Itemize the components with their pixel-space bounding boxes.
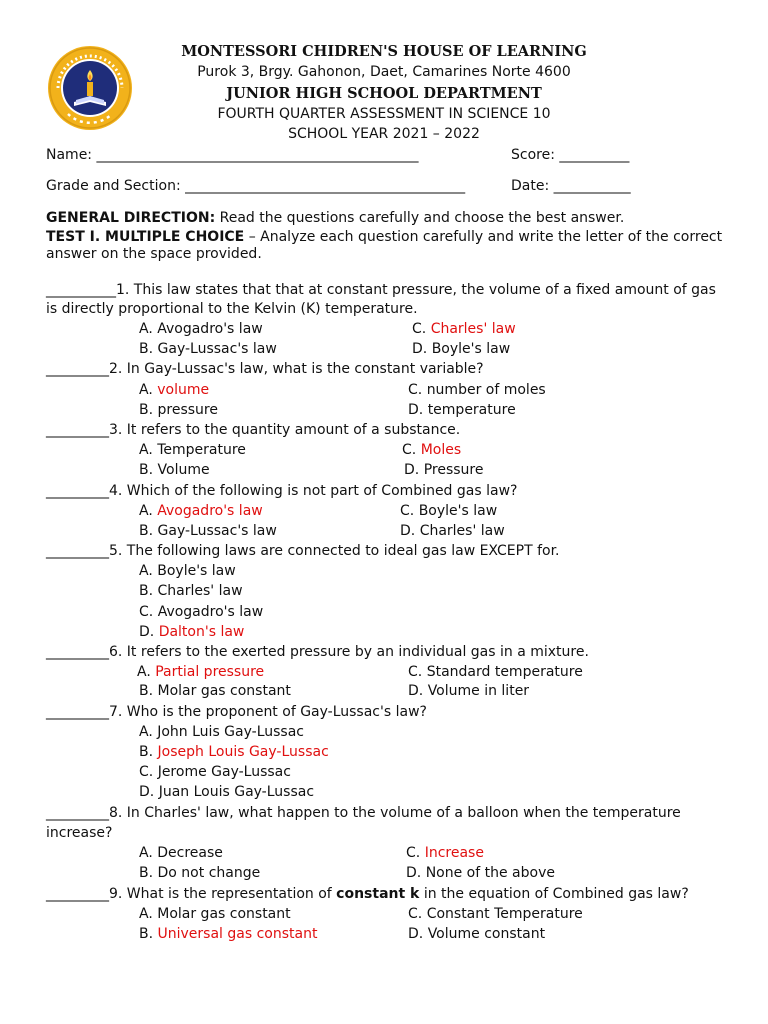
q4-option-b: B. Gay-Lussac's law bbox=[139, 523, 277, 539]
general-direction bbox=[46, 209, 624, 227]
q4-option-c: C. Boyle's law bbox=[400, 503, 498, 519]
q8-option-b: B. Do not change bbox=[139, 865, 261, 881]
q6-option-c: C. Standard temperature bbox=[408, 664, 583, 680]
q8-option-c: C. Increase bbox=[406, 845, 484, 861]
q8-option-a: A. Decrease bbox=[139, 845, 223, 861]
q3-answer: Moles bbox=[420, 442, 462, 458]
q5-option-b: B. Charles' law bbox=[139, 583, 243, 599]
q2-answer: volume bbox=[157, 382, 210, 398]
q4-answer: Avogadro's law bbox=[157, 503, 263, 519]
exam-title: FOURTH QUARTER ASSESSMENT IN SCIENCE 10 bbox=[217, 106, 551, 122]
q3-option-d: D. Pressure bbox=[404, 462, 484, 478]
score-field[interactable]: Score: __________ bbox=[511, 147, 630, 163]
q9-option-a: A. Molar gas constant bbox=[139, 906, 291, 922]
test-instruction bbox=[46, 228, 722, 246]
q1-option-d: D. Boyle's law bbox=[412, 341, 511, 357]
q7-option-d: D. Juan Louis Gay-Lussac bbox=[139, 784, 315, 800]
q1-answer: Charles' law bbox=[430, 321, 516, 337]
question-5-stem: _________5. The following laws are connected to ideal gas law EXCEPT for. bbox=[46, 543, 560, 559]
q9-answer: Universal gas constant bbox=[157, 926, 318, 942]
q8-option-d: D. None of the above bbox=[406, 865, 555, 881]
question-9-stem: _________9. What is the representation of constant k in the equation of Combined gas law? bbox=[46, 886, 689, 902]
q6-option-d: D. Volume in liter bbox=[408, 683, 530, 699]
q6-answer: Partial pressure bbox=[155, 664, 265, 680]
school-address: Purok 3, Brgy. Gahonon, Daet, Camarines Norte 4600 bbox=[197, 64, 571, 80]
name-field[interactable]: Name: ______________________________________________ bbox=[46, 147, 419, 163]
q9-option-c: C. Constant Temperature bbox=[408, 906, 583, 922]
q1-option-b: B. Gay-Lussac's law bbox=[139, 341, 277, 357]
q7-answer: Joseph Louis Gay-Lussac bbox=[157, 744, 329, 760]
q2-option-c: C. number of moles bbox=[408, 382, 546, 398]
q8-answer: Increase bbox=[424, 845, 484, 861]
q5-option-d: D. Dalton's law bbox=[139, 624, 245, 640]
test-instruction-cont: answer on the space provided. bbox=[46, 246, 262, 262]
question-4-stem: _________4. Which of the following is not part of Combined gas law? bbox=[46, 483, 518, 499]
question-3-stem: _________3. It refers to the quantity amount of a substance. bbox=[46, 422, 461, 438]
grade-section-field[interactable]: Grade and Section: ________________________________________ bbox=[46, 178, 466, 194]
question-7-stem: _________7. Who is the proponent of Gay-Lussac's law? bbox=[46, 704, 427, 720]
question-6-stem: _________6. It refers to the exerted pressure by an individual gas in a mixture. bbox=[46, 644, 589, 660]
q3-option-c: C. Moles bbox=[402, 442, 462, 458]
q1-option-a: A. Avogadro's law bbox=[139, 321, 263, 337]
q7-option-b: B. Joseph Louis Gay-Lussac bbox=[139, 744, 329, 760]
test-text-1: – Analyze each question carefully and write the letter of the correct bbox=[244, 229, 723, 245]
question-8-stem-cont: increase? bbox=[46, 825, 113, 841]
q3-option-b: B. Volume bbox=[139, 462, 210, 478]
q7-option-a: A. John Luis Gay-Lussac bbox=[139, 724, 304, 740]
general-direction-label: GENERAL DIRECTION: bbox=[46, 210, 216, 226]
q9-option-b: B. Universal gas constant bbox=[139, 926, 318, 942]
q5-option-c: C. Avogadro's law bbox=[139, 604, 264, 620]
date-field[interactable]: Date: ___________ bbox=[511, 178, 631, 194]
q4-option-d: D. Charles' law bbox=[400, 523, 505, 539]
q5-answer: Dalton's law bbox=[158, 624, 245, 640]
school-year: SCHOOL YEAR 2021 – 2022 bbox=[288, 126, 480, 142]
constant-k: constant k bbox=[336, 886, 420, 902]
test-label: TEST I. MULTIPLE CHOICE bbox=[46, 229, 245, 245]
q1-option-c: C. Charles' law bbox=[412, 321, 516, 337]
q2-option-a: A. volume bbox=[139, 382, 210, 398]
q2-option-d: D. temperature bbox=[408, 402, 516, 418]
question-2-stem: _________2. In Gay-Lussac's law, what is the constant variable? bbox=[46, 361, 484, 377]
question-8-stem: _________8. In Charles' law, what happen to the volume of a balloon when the temperature bbox=[46, 805, 681, 821]
question-1-stem: __________1. This law states that that at constant pressure, the volume of a fixed amount of gas bbox=[46, 282, 716, 298]
school-name: MONTESSORI CHIDREN'S HOUSE OF LEARNING bbox=[181, 43, 587, 60]
q6-option-b: B. Molar gas constant bbox=[139, 683, 291, 699]
q9-option-d: D. Volume constant bbox=[408, 926, 546, 942]
q3-option-a: A. Temperature bbox=[139, 442, 246, 458]
q6-option-a: A. Partial pressure bbox=[137, 664, 265, 680]
question-1-stem-cont: is directly proportional to the Kelvin (K) temperature. bbox=[46, 301, 418, 317]
department-title: JUNIOR HIGH SCHOOL DEPARTMENT bbox=[226, 85, 542, 102]
q5-option-a: A. Boyle's law bbox=[139, 563, 236, 579]
q7-option-c: C. Jerome Gay-Lussac bbox=[139, 764, 291, 780]
q4-option-a: A. Avogadro's law bbox=[139, 503, 263, 519]
general-direction-text: Read the questions carefully and choose the best answer. bbox=[215, 210, 625, 226]
q2-option-b: B. pressure bbox=[139, 402, 218, 418]
